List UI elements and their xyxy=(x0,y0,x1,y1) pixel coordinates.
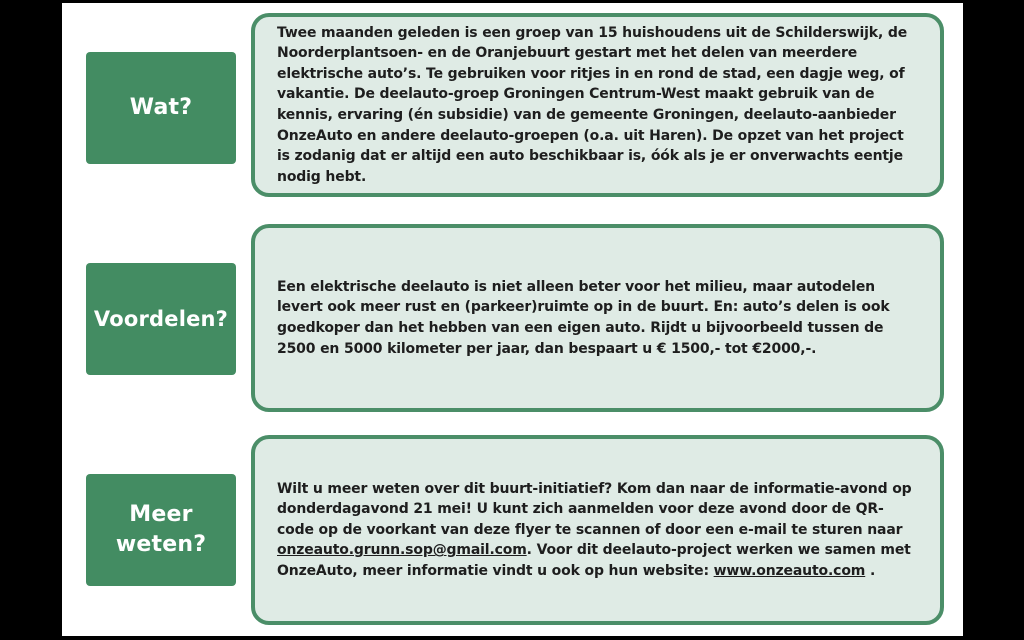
section-body-text: Een elektrische deelauto is niet alleen beter voor het milieu, maar autodelen levert ook meer rust en (parkeer)ruimte op in de buurt. En: auto’s delen is ook goedkoper dan het hebben van een eigen auto. Rijdt u bijvoorbeeld tussen de 2500 en 5000 kilometer per jaar, dan bespaart u € 1500,- tot €2000,-. xyxy=(277,278,890,357)
body-text-part: . Voor dit deelauto-project werken we samen met OnzeAuto, meer informatie vindt u ook op hun website: xyxy=(277,542,911,579)
section-body-text: Twee maanden geleden is een groep van 15 huishoudens uit de Schilderswijk, de Noorderplantsoen- en de Oranjebuurt gestart met het delen van meerdere elektrische auto’s. Te gebruiken voor ritjes in en rond de stad, een dagje weg, of vakantie. De deelauto-groep Groningen Centrum-West maakt gebruik van de kennis, ervaring (én subsidie) van de gemeente Groningen, deelauto-aanbieder OnzeAuto en andere deelauto-groepen (o.a. uit Haren). De opzet van het project is zodanig dat er altijd een auto beschikbaar is, óók als je er onverwachts eentje nodig hebt. xyxy=(277,24,908,185)
section-label-text: Voordelen? xyxy=(93,307,229,331)
body-text-part: Wilt u meer weten over dit buurt-initiatief? Kom dan naar de informatie-avond op donderdagavond 21 mei! U kunt zich aanmelden voor deze avond door de QR-code op de voorkant van deze flyer te scannen of door een e-mail te sturen naar xyxy=(277,480,912,538)
section-label-wat xyxy=(86,52,236,164)
email-link[interactable]: onzeauto.grunn.sop@gmail.com xyxy=(277,542,527,559)
section-label-voordelen xyxy=(86,263,236,375)
flyer-page xyxy=(62,3,963,636)
body-text-part: . xyxy=(865,562,876,579)
section-label-text: Wat? xyxy=(129,95,193,120)
section-text-box-wat xyxy=(251,13,944,197)
section-text-box-meer-weten xyxy=(251,435,944,625)
section-body-text xyxy=(277,479,918,582)
section-label-line: weten? xyxy=(115,532,207,557)
section-text-box-voordelen xyxy=(251,224,944,412)
section-label-meer-weten xyxy=(86,474,236,586)
section-label-line: Meer xyxy=(129,502,193,527)
website-link[interactable]: www.onzeauto.com xyxy=(713,562,866,579)
section-label-text xyxy=(116,500,206,560)
